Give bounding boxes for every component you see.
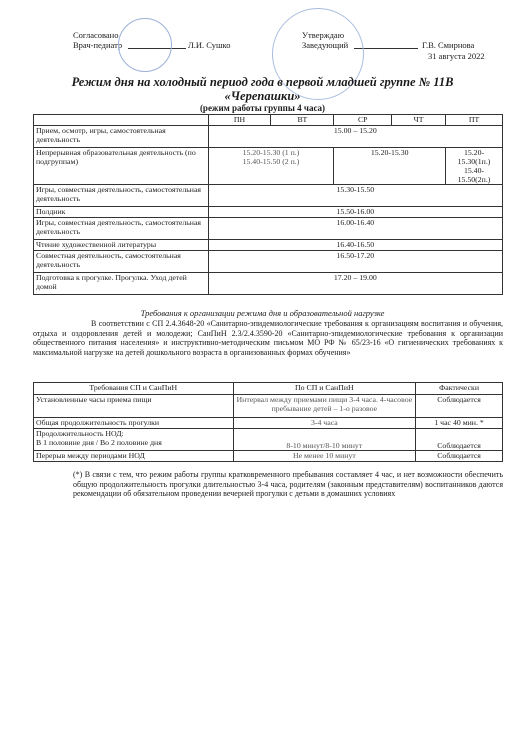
- time-cell: 16.50-17.20: [208, 251, 502, 273]
- norm-col-header: По СП и СанПиН: [233, 383, 416, 395]
- time-cell: 15.00 – 15.20: [208, 126, 502, 148]
- time-cell: 15.30-15.50: [208, 185, 502, 207]
- req-cell: [34, 429, 234, 451]
- norm-cell: Не менее 10 минут: [233, 451, 416, 462]
- requirements-heading: Требования к организации режима дня и образовательной нагрузке: [140, 308, 385, 318]
- norm-cell: 3-4 часа: [233, 418, 416, 429]
- subgroup-1-time: 15.20-15.30 (1 п.): [242, 148, 300, 157]
- nod-halves-label: В 1 половине дня / Во 2 половине дня: [36, 438, 162, 447]
- nod-duration-label: Продолжительность НОД:: [36, 429, 124, 438]
- req-cell: Перерыв между периодами НОД: [34, 451, 234, 462]
- group-name: «Черепашки»: [224, 89, 301, 103]
- requirements-header-row: [34, 383, 503, 395]
- activity-header: [34, 115, 209, 126]
- activity-cell: Игры, совместная деятельность, самостоятельная деятельность: [34, 185, 209, 207]
- table-row: [34, 429, 503, 451]
- time-cell: 15.50-16.00: [208, 207, 502, 218]
- head-role: Заведующий: [302, 40, 349, 50]
- approve-label: Утверждаю: [302, 30, 345, 40]
- table-row: [34, 126, 503, 148]
- norm-cell: 8-10 минут/8-10 минут: [233, 429, 416, 451]
- footnote: (*) В связи с тем, что режим работы группы кратковременного пребывания составляет 4 час, и нет возможности обеспечить общую продолжительность прогулки длительностью 3-4 часа, родителям (законным представителям) воспитанников даются рекомендации об обязательном проведении вечерней прогулки с детьми в домашних условиях: [73, 470, 503, 499]
- req-cell: Общая продолжительность прогулки: [34, 418, 234, 429]
- time-cell-wed-thu: 15.20-15.30: [334, 148, 446, 185]
- activity-cell: Подготовка к прогулке. Прогулка. Уход детей домой: [34, 273, 209, 295]
- table-row: [34, 251, 503, 273]
- day-mon: ПН: [208, 115, 271, 126]
- day-thu: ЧТ: [392, 115, 446, 126]
- table-row: [34, 185, 503, 207]
- table-row: [34, 451, 503, 462]
- time-cell-fri: [446, 148, 503, 185]
- activity-cell: Прием, осмотр, игры, самостоятельная деятельность: [34, 126, 209, 148]
- approval-date: 31 августа 2022: [428, 51, 485, 61]
- activity-cell: Совместная деятельность, самостоятельная деятельность: [34, 251, 209, 273]
- head-name: Г.В. Смирнова: [422, 40, 475, 50]
- time-cell-mon-tue: [208, 148, 334, 185]
- requirements-paragraph: В соответствии с СП 2.4.3648-20 «Санитарно-эпидемиологические требования к организациям воспитания и обучения, отдыха и оздоровления детей и молодежи; СанПиН 2.3/2.4.3590-20 «Санитарно-эпидемиологические требования к организации общественного питания населения» и инструктивно-методическим письмом МО РФ № 65/23-16 «О гигиенических требованиях к максимальной нагрузке на детей дошкольного возраста в организованных формах обучения»: [33, 319, 503, 357]
- table-row: [34, 148, 503, 185]
- subgroup-1-time: 15.20-15.30(1п.): [457, 148, 491, 166]
- req-col-header: Требования СП и СанПиН: [34, 383, 234, 395]
- req-cell: Установленные часы приема пищи: [34, 395, 234, 418]
- pediatrician-role: Врач-педиатр: [73, 40, 123, 50]
- work-mode-subtitle: (режим работы группы 4 часа): [199, 103, 326, 113]
- day-wed: СР: [334, 115, 392, 126]
- table-row: [34, 418, 503, 429]
- page-title: Режим дня на холодный период года в первой младшей группе № 11В: [71, 75, 454, 89]
- activity-cell: Полдник: [34, 207, 209, 218]
- day-tue: ВТ: [271, 115, 334, 126]
- table-row: [34, 207, 503, 218]
- day-fri: ПТ: [446, 115, 503, 126]
- fact-cell: Соблюдается: [416, 429, 503, 451]
- norm-cell: Интервал между приемами пищи 3-4 часа. 4-часовое пребывание детей – 1-о разовое: [233, 395, 416, 418]
- table-row: [34, 218, 503, 240]
- schedule-header-row: [34, 115, 503, 126]
- table-row: [34, 273, 503, 295]
- schedule-table: [33, 114, 503, 295]
- fact-cell: Соблюдается: [416, 451, 503, 462]
- activity-cell: Непрерывная образовательная деятельность (по подгруппам): [34, 148, 209, 185]
- fact-cell: 1 час 40 мин. *: [416, 418, 503, 429]
- pediatrician-name: Л.И. Сушко: [188, 40, 231, 50]
- time-cell: 16.40-16.50: [208, 240, 502, 251]
- doctor-stamp: [118, 18, 172, 72]
- table-row: [34, 395, 503, 418]
- time-cell: 16.00-16.40: [208, 218, 502, 240]
- fact-col-header: Фактически: [416, 383, 503, 395]
- fact-cell: Соблюдается: [416, 395, 503, 418]
- time-cell: 17.20 – 19.00: [208, 273, 502, 295]
- subgroup-2-time: 15.40-15.50 (2 п.): [242, 157, 300, 166]
- table-row: [34, 240, 503, 251]
- requirements-table: [33, 382, 503, 462]
- activity-cell: Чтение художественной литературы: [34, 240, 209, 251]
- activity-cell: Игры, совместная деятельность, самостоятельная деятельность: [34, 218, 209, 240]
- approval-label: Согласовано: [73, 30, 119, 40]
- subgroup-2-time: 15.40-15.50(2п.): [457, 166, 491, 184]
